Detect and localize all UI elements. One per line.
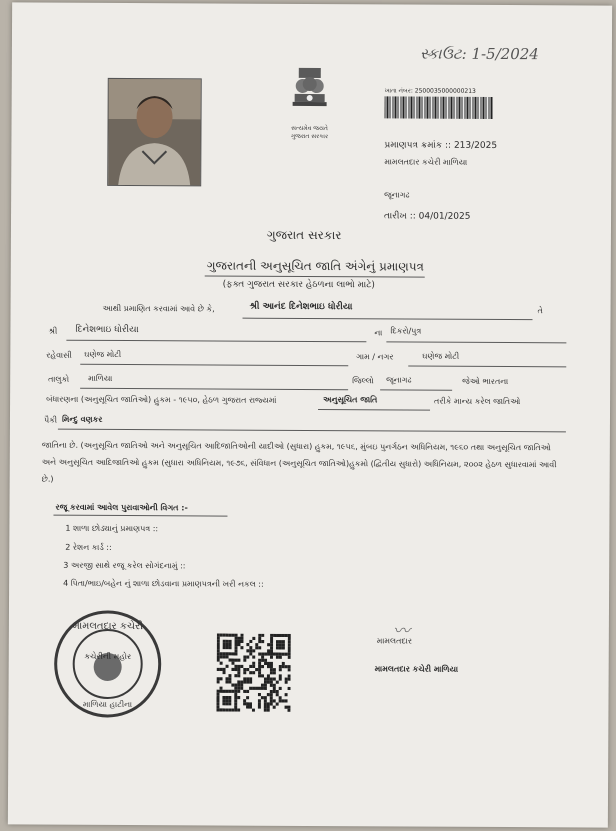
- district-line: જૂનાગઢ: [384, 190, 410, 200]
- title-underline: [205, 275, 425, 277]
- evidence-heading: રજૂ કરવામાં આવેલ પુરાવાઓની વિગત :-: [55, 502, 188, 513]
- emblem-caption-2: ગુજરાત સરકાર: [290, 132, 329, 141]
- residence-value: ઘણેજ મોટી: [84, 349, 122, 360]
- line1-suffix: તે: [537, 306, 543, 316]
- line5-suffix: તરીકે માન્ય કરેલ જાતિઓ: [434, 396, 521, 407]
- line4-rule-b: [380, 389, 452, 390]
- line2-rule: [66, 340, 366, 343]
- certificate-subtitle: (ફક્ત ગુજરાત સરકાર હેઠળના લાભો માટે): [222, 279, 375, 291]
- taluka-label: તાલુકો: [48, 374, 70, 384]
- issue-date: તારીખ :: 04/01/2025: [384, 211, 471, 222]
- district-label: જિલ્લો: [352, 376, 374, 386]
- line2-prefix: શ્રી: [48, 326, 58, 336]
- state-emblem-icon: [285, 66, 335, 126]
- line5-rule: [318, 409, 430, 411]
- line2-mid: ના: [374, 328, 383, 338]
- seal-inner-text: કચેરીની મહોર: [84, 651, 132, 662]
- residence-label: રહેવાસી: [46, 350, 72, 360]
- applicant-photo: [107, 78, 202, 186]
- govt-title: ગુજરાત સરકાર: [266, 227, 342, 243]
- emblem-caption-1: સત્યમેવ જયતે: [291, 124, 328, 133]
- handwritten-note: સ્કાઉટ: 1-5/2024: [419, 44, 539, 64]
- seal-outer-text: મામલતદાર કચેરી: [72, 620, 144, 633]
- evidence-item: 2 રેશન કાર્ડ ::: [65, 542, 112, 552]
- village-label: ગામ / નગર: [356, 352, 394, 362]
- line3-rule: [80, 364, 348, 366]
- office-seal: [52, 609, 163, 720]
- evidence-item: 4 પિતા/ભાઇ/બહેન નું શાળા છોડવાના પ્રમાણપત્રની ખરી નકલ ::: [63, 578, 264, 589]
- evidence-item: 1 શાળા છોડ્યાનું પ્રમાણપત્ર ::: [65, 523, 159, 534]
- applicant-name: શ્રી આનંદ દિનેશભાઇ ધોરીયા: [249, 301, 353, 313]
- line6-rule: [58, 429, 566, 433]
- taluka-value: માળિયા: [88, 373, 113, 383]
- district-value: જૂનાગઢ: [386, 375, 412, 385]
- certificate-number: પ્રમાણપત્ર ક્રમાંક :: 213/2025: [384, 140, 498, 151]
- certificate-paper: [8, 2, 612, 827]
- signature-title: મામલતદાર: [376, 636, 413, 646]
- barcode: [385, 96, 493, 119]
- seal-bottom-text: માળિયા હાટીના: [82, 699, 133, 710]
- issuing-office: મામલતદાર કચેરી માળિયા: [384, 157, 468, 167]
- line3-rule-b: [408, 366, 566, 368]
- legal-paragraph: જાતિના છે. (અનુસૂચિત જાતિઓ અને અનુસૂચિત આદિજાતિઓની યાદીઓ (સુધારા) હુકમ, ૧૯૫૬, મુંબઇ પુનર્ગઠન અધિનિયમ, ૧૯૬૦ તથા અનુસૂચિત જાતિઓ અને અનુસૂચિત આદિજાતિઓ હુકમ (સુધારા અધિનિયમ, ૧૯૭૬, સંવિધાન (અનુસૂચિત જાતિઓ)હુકમો (દ્વિતીય સુધારો) અધિનિયમ, ૨૦૦૨ હેઠળ સુધારવામાં આવી છે.): [41, 440, 557, 484]
- line4-suffix: જેઓ ભારતના: [462, 376, 509, 387]
- line1-prefix: આથી પ્રમાણિત કરવામાં આવે છે કે,: [102, 303, 215, 314]
- evidence-rule: [53, 515, 227, 517]
- village-value: ઘણેજ મોટી: [422, 351, 460, 361]
- signature-scribble: 〰: [392, 621, 410, 642]
- father-name: દિનેશભાઇ ધોરીયા: [75, 324, 139, 336]
- line6-prefix: પૈકી: [43, 415, 58, 425]
- barcode-text: ખાતા નંબર: 2500035000000213: [384, 87, 476, 95]
- relation: દિકરો/પુત્ર: [390, 326, 422, 336]
- signature-office: મામલતદાર કચેરી માળિયા: [374, 664, 459, 674]
- caste-category: અનુસૂચિત જાતિ: [323, 395, 378, 405]
- line4-rule: [80, 388, 348, 390]
- line1-rule: [243, 318, 533, 321]
- certificate-title: ગુજરાતની અનુસૂચિત જાતિ અંગેનું પ્રમાણપત્ર: [206, 258, 424, 274]
- caste-name: મિન્દુ વણકર: [61, 414, 103, 424]
- evidence-item: 3 અરજી સાથે રજૂ કરેલ સોગંદનામું ::: [63, 560, 186, 571]
- line5-text: બંધારણના (અનુસૂચિત જાતિઓ) હુકમ - ૧૯૫૦, હેઠળ ગુજરાત રાજ્યમાં: [46, 394, 277, 405]
- qr-code: [216, 634, 290, 712]
- line2-rule-b: [386, 341, 566, 343]
